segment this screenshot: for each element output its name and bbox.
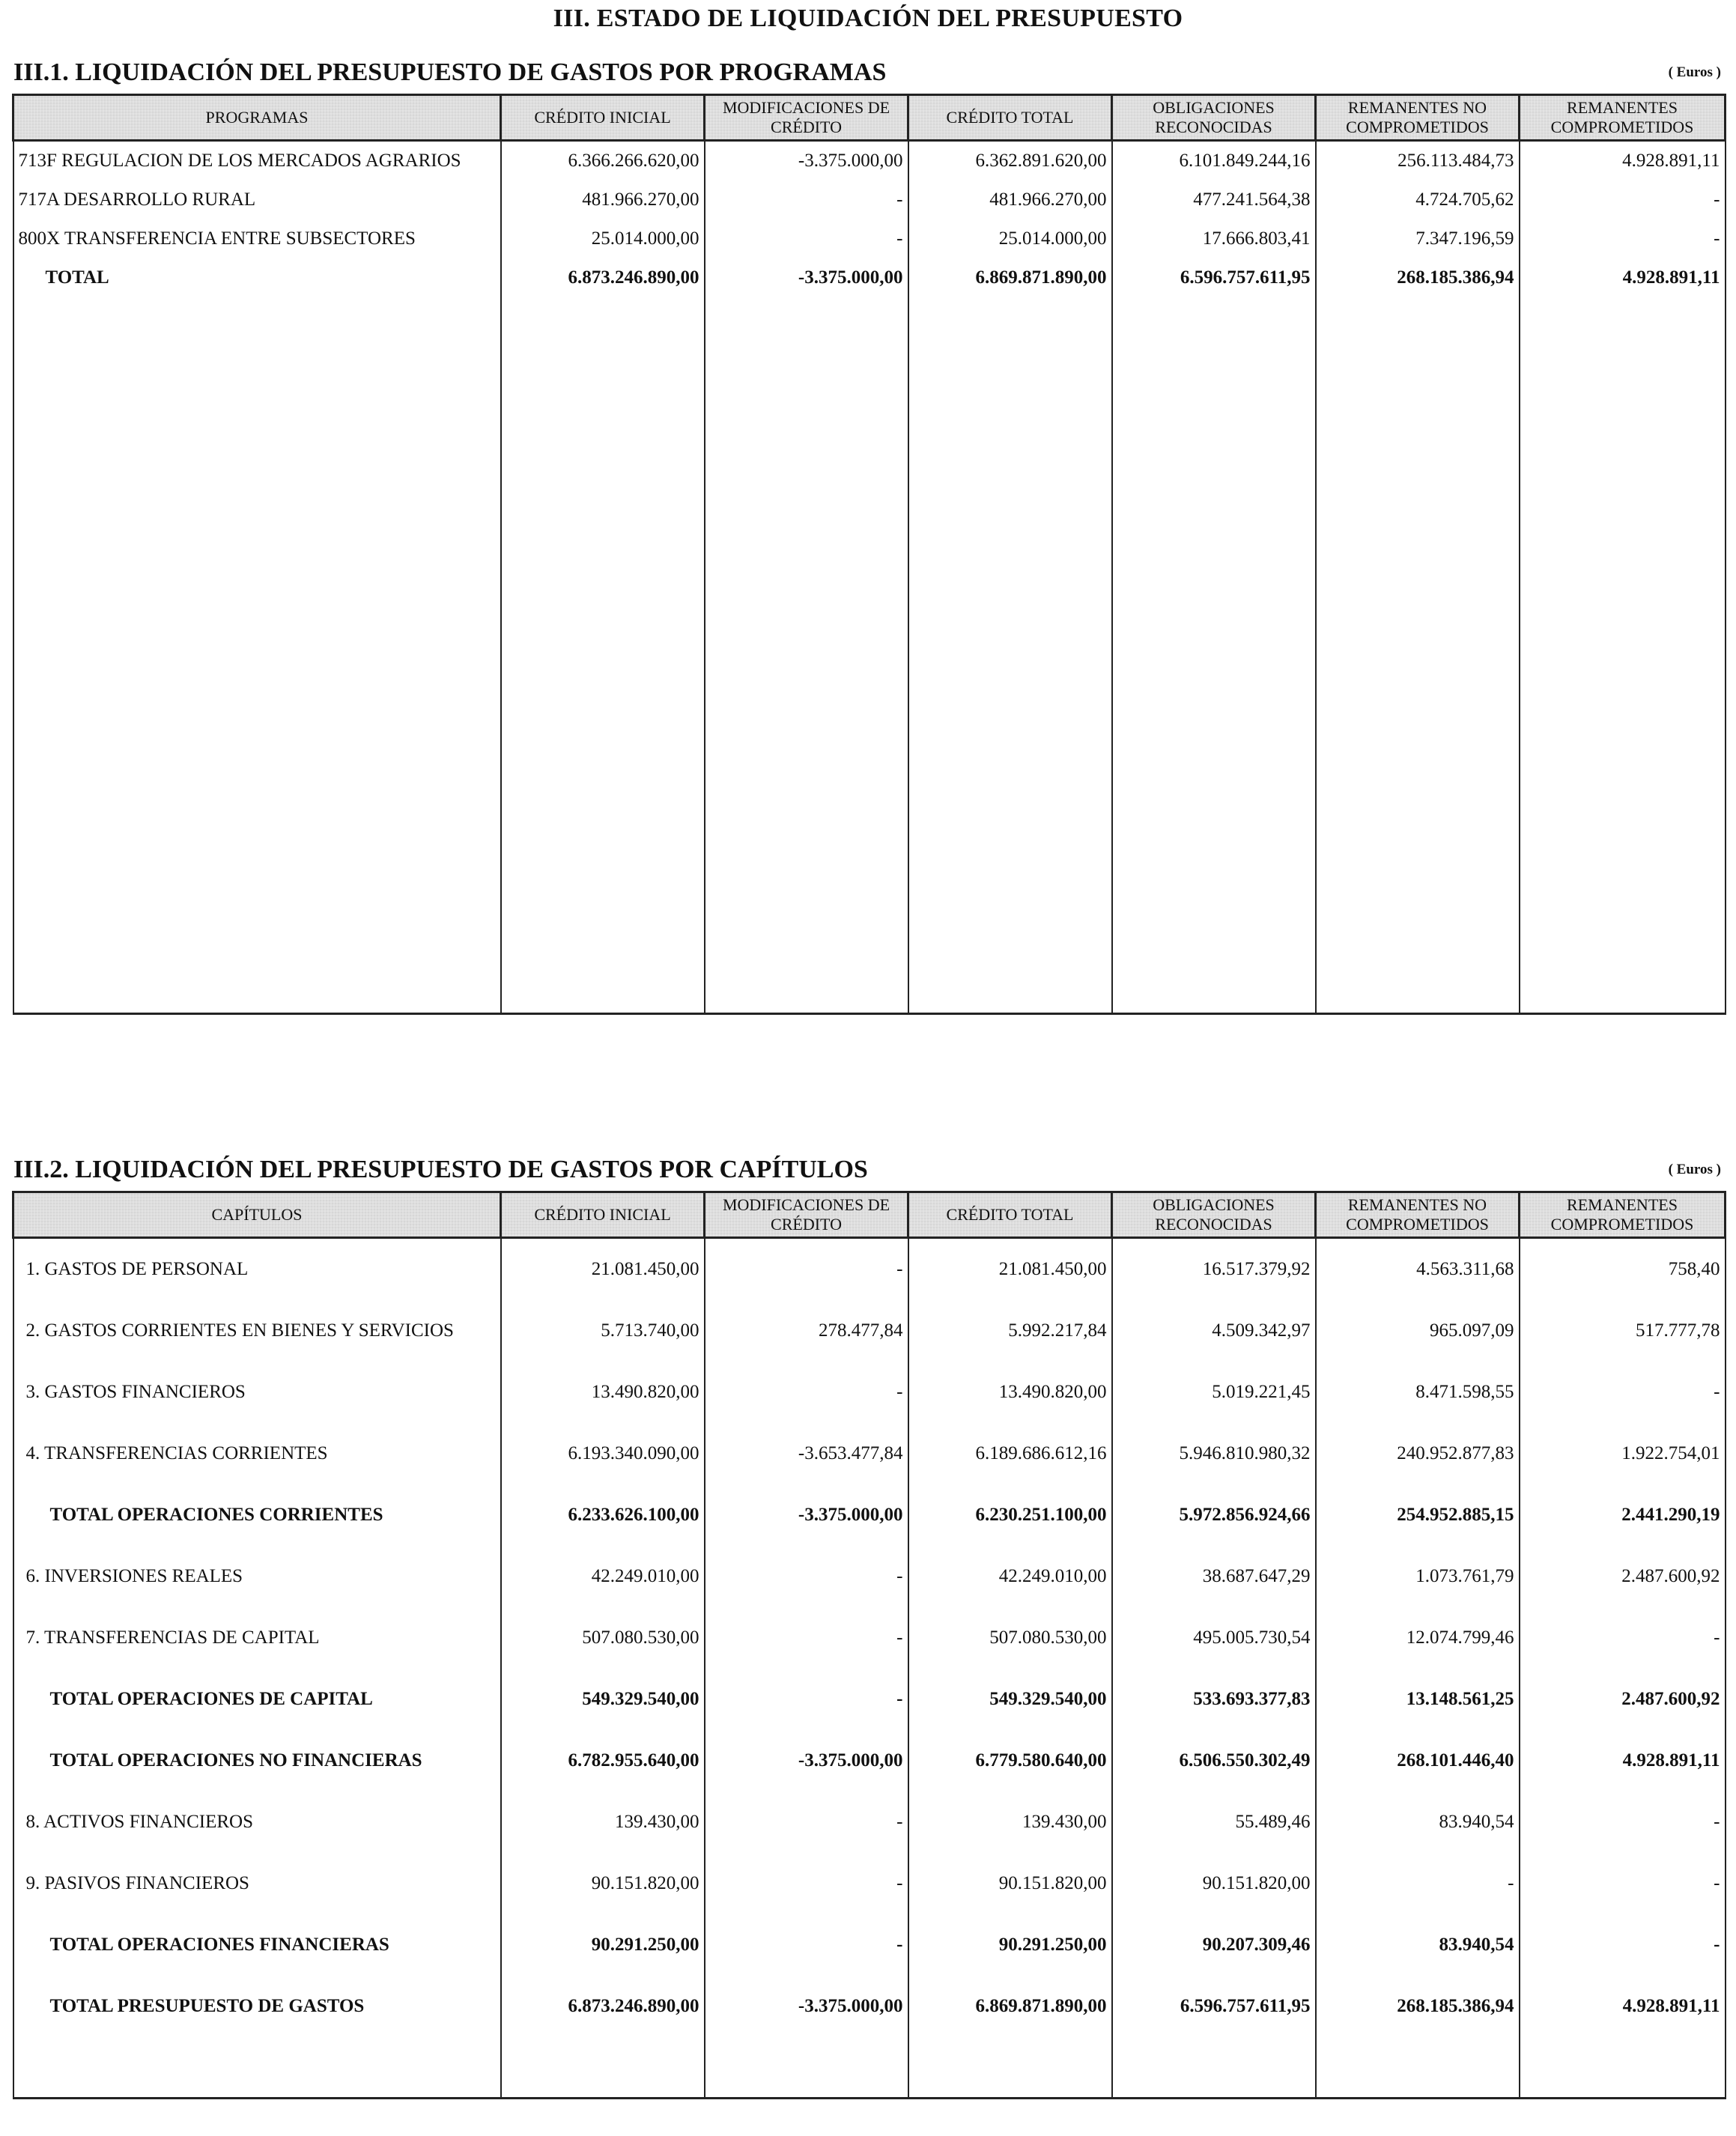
cell-value: 240.952.877,83 xyxy=(1316,1423,1520,1484)
cell-value: 481.966.270,00 xyxy=(501,180,705,219)
cell-value: 139.430,00 xyxy=(501,1791,705,1853)
cell-value: - xyxy=(1520,1853,1726,1914)
cell-value: 83.940,54 xyxy=(1316,1914,1520,1976)
cell-value: 13.490.820,00 xyxy=(501,1362,705,1423)
cell-value: 4.563.311,68 xyxy=(1316,1238,1520,1301)
row-label: 717A DESARROLLO RURAL xyxy=(13,180,501,219)
cell-value: 83.940,54 xyxy=(1316,1791,1520,1853)
empty-space xyxy=(13,297,1726,1014)
row-label: 713F REGULACION DE LOS MERCADOS AGRARIOS xyxy=(13,141,501,181)
cell-value: 2.487.600,92 xyxy=(1520,1546,1726,1607)
cell-value: 25.014.000,00 xyxy=(501,219,705,258)
cell-value: 254.952.885,15 xyxy=(1316,1484,1520,1546)
cell-value: -3.375.000,00 xyxy=(705,1976,908,2037)
page-title: III. ESTADO DE LIQUIDACIÓN DEL PRESUPUESTO xyxy=(553,4,1183,32)
section1-units: ( Euros ) xyxy=(1668,64,1721,80)
table-row xyxy=(13,180,1726,219)
header-programas: PROGRAMAS xyxy=(13,95,501,141)
cell-value: 90.291.250,00 xyxy=(908,1914,1112,1976)
row-label: TOTAL OPERACIONES DE CAPITAL xyxy=(13,1669,501,1730)
section1-title: III.1. LIQUIDACIÓN DEL PRESUPUESTO DE GASTOS POR PROGRAMAS xyxy=(13,58,887,86)
cell-value: 6.782.955.640,00 xyxy=(501,1730,705,1791)
cell-value: 6.873.246.890,00 xyxy=(501,258,705,297)
cell-value: 5.713.740,00 xyxy=(501,1300,705,1362)
subtotal-row xyxy=(13,1730,1726,1791)
cell-value: - xyxy=(705,1914,908,1976)
cell-value: - xyxy=(705,1791,908,1853)
cell-value: 6.362.891.620,00 xyxy=(908,141,1112,181)
cell-value: 965.097,09 xyxy=(1316,1300,1520,1362)
header-capitulos: CAPÍTULOS xyxy=(13,1192,501,1238)
cell-value: - xyxy=(1520,1791,1726,1853)
cell-value: 758,40 xyxy=(1520,1238,1726,1301)
table-header-row xyxy=(13,95,1726,141)
table-row xyxy=(13,1607,1726,1669)
cell-value: 1.922.754,01 xyxy=(1520,1423,1726,1484)
cell-value: 268.185.386,94 xyxy=(1316,1976,1520,2037)
cell-value: 6.873.246.890,00 xyxy=(501,1976,705,2037)
cell-value: 6.506.550.302,49 xyxy=(1112,1730,1316,1791)
row-label: 6. INVERSIONES REALES xyxy=(13,1546,501,1607)
cell-value: 4.928.891,11 xyxy=(1520,141,1726,181)
cell-value: - xyxy=(1520,219,1726,258)
row-label: 800X TRANSFERENCIA ENTRE SUBSECTORES xyxy=(13,219,501,258)
total-row xyxy=(13,1976,1726,2037)
cell-value: - xyxy=(1520,1914,1726,1976)
cell-value: 17.666.803,41 xyxy=(1112,219,1316,258)
cell-value: -3.375.000,00 xyxy=(705,141,908,181)
header-modificaciones: MODIFICACIONES DE CRÉDITO xyxy=(705,95,908,141)
subtotal-row xyxy=(13,1484,1726,1546)
header-credito-total: CRÉDITO TOTAL xyxy=(908,1192,1112,1238)
cell-value: - xyxy=(705,1853,908,1914)
total-row xyxy=(13,258,1726,297)
table-row xyxy=(13,1362,1726,1423)
cell-value: 90.151.820,00 xyxy=(501,1853,705,1914)
cell-value: 4.928.891,11 xyxy=(1520,258,1726,297)
table-row xyxy=(13,1853,1726,1914)
cell-value: 6.869.871.890,00 xyxy=(908,258,1112,297)
programas-table xyxy=(12,94,1726,1015)
cell-value: 90.207.309,46 xyxy=(1112,1914,1316,1976)
cell-value: 507.080.530,00 xyxy=(908,1607,1112,1669)
cell-value: -3.375.000,00 xyxy=(705,1730,908,1791)
cell-value: -3.375.000,00 xyxy=(705,1484,908,1546)
cell-value: 38.687.647,29 xyxy=(1112,1546,1316,1607)
row-label: TOTAL PRESUPUESTO DE GASTOS xyxy=(13,1976,501,2037)
table-row xyxy=(13,1300,1726,1362)
cell-value: 21.081.450,00 xyxy=(501,1238,705,1301)
header-credito-total: CRÉDITO TOTAL xyxy=(908,95,1112,141)
cell-value: 5.972.856.924,66 xyxy=(1112,1484,1316,1546)
cell-value: - xyxy=(1520,1362,1726,1423)
cell-value: 42.249.010,00 xyxy=(501,1546,705,1607)
cell-value: 42.249.010,00 xyxy=(908,1546,1112,1607)
header-modificaciones: MODIFICACIONES DE CRÉDITO xyxy=(705,1192,908,1238)
empty-space xyxy=(13,2037,1726,2099)
cell-value: - xyxy=(705,1607,908,1669)
cell-value: 8.471.598,55 xyxy=(1316,1362,1520,1423)
cell-value: 7.347.196,59 xyxy=(1316,219,1520,258)
row-label: 1. GASTOS DE PERSONAL xyxy=(13,1238,501,1301)
cell-value: 2.487.600,92 xyxy=(1520,1669,1726,1730)
header-remanentes-no-comprometidos: REMANENTES NO COMPROMETIDOS xyxy=(1316,1192,1520,1238)
cell-value: 4.928.891,11 xyxy=(1520,1730,1726,1791)
cell-value: 55.489,46 xyxy=(1112,1791,1316,1853)
cell-value: 6.189.686.612,16 xyxy=(908,1423,1112,1484)
table-row xyxy=(13,1238,1726,1301)
cell-value: 256.113.484,73 xyxy=(1316,141,1520,181)
table-row xyxy=(13,1791,1726,1853)
cell-value: 6.193.340.090,00 xyxy=(501,1423,705,1484)
cell-value: 477.241.564,38 xyxy=(1112,180,1316,219)
cell-value: 13.148.561,25 xyxy=(1316,1669,1520,1730)
cell-value: 16.517.379,92 xyxy=(1112,1238,1316,1301)
cell-value: 90.291.250,00 xyxy=(501,1914,705,1976)
cell-value: - xyxy=(1520,1607,1726,1669)
cell-value: 25.014.000,00 xyxy=(908,219,1112,258)
cell-value: - xyxy=(705,180,908,219)
cell-value: 507.080.530,00 xyxy=(501,1607,705,1669)
row-label: 8. ACTIVOS FINANCIEROS xyxy=(13,1791,501,1853)
subtotal-row xyxy=(13,1669,1726,1730)
cell-value: 268.101.446,40 xyxy=(1316,1730,1520,1791)
cell-value: 13.490.820,00 xyxy=(908,1362,1112,1423)
capitulos-table xyxy=(12,1191,1726,2099)
table-row xyxy=(13,219,1726,258)
section2-units: ( Euros ) xyxy=(1668,1162,1721,1177)
cell-value: 5.946.810.980,32 xyxy=(1112,1423,1316,1484)
cell-value: 5.019.221,45 xyxy=(1112,1362,1316,1423)
row-label: 2. GASTOS CORRIENTES EN BIENES Y SERVICIOS xyxy=(13,1300,501,1362)
cell-value: 2.441.290,19 xyxy=(1520,1484,1726,1546)
cell-value: 1.073.761,79 xyxy=(1316,1546,1520,1607)
header-credito-inicial: CRÉDITO INICIAL xyxy=(501,1192,705,1238)
cell-value: 21.081.450,00 xyxy=(908,1238,1112,1301)
cell-value: 6.233.626.100,00 xyxy=(501,1484,705,1546)
cell-value: - xyxy=(705,219,908,258)
cell-value: 495.005.730,54 xyxy=(1112,1607,1316,1669)
row-label: 4. TRANSFERENCIAS CORRIENTES xyxy=(13,1423,501,1484)
cell-value: 90.151.820,00 xyxy=(908,1853,1112,1914)
table-row xyxy=(13,1546,1726,1607)
row-label: 3. GASTOS FINANCIEROS xyxy=(13,1362,501,1423)
header-remanentes-comprometidos: REMANENTES COMPROMETIDOS xyxy=(1520,95,1726,141)
subtotal-row xyxy=(13,1914,1726,1976)
row-label: TOTAL OPERACIONES NO FINANCIERAS xyxy=(13,1730,501,1791)
cell-value: 4.509.342,97 xyxy=(1112,1300,1316,1362)
cell-value: 549.329.540,00 xyxy=(908,1669,1112,1730)
cell-value: 4.928.891,11 xyxy=(1520,1976,1726,2037)
cell-value: 268.185.386,94 xyxy=(1316,258,1520,297)
cell-value: 6.596.757.611,95 xyxy=(1112,258,1316,297)
row-label: 7. TRANSFERENCIAS DE CAPITAL xyxy=(13,1607,501,1669)
cell-value: 139.430,00 xyxy=(908,1791,1112,1853)
cell-value: - xyxy=(1520,180,1726,219)
cell-value: 549.329.540,00 xyxy=(501,1669,705,1730)
cell-value: 517.777,78 xyxy=(1520,1300,1726,1362)
cell-value: - xyxy=(705,1362,908,1423)
cell-value: -3.375.000,00 xyxy=(705,258,908,297)
row-label: TOTAL OPERACIONES CORRIENTES xyxy=(13,1484,501,1546)
cell-value: - xyxy=(705,1669,908,1730)
cell-value: 90.151.820,00 xyxy=(1112,1853,1316,1914)
cell-value: 6.596.757.611,95 xyxy=(1112,1976,1316,2037)
cell-value: 4.724.705,62 xyxy=(1316,180,1520,219)
row-label: 9. PASIVOS FINANCIEROS xyxy=(13,1853,501,1914)
cell-value: 6.230.251.100,00 xyxy=(908,1484,1112,1546)
cell-value: 12.074.799,46 xyxy=(1316,1607,1520,1669)
cell-value: -3.653.477,84 xyxy=(705,1423,908,1484)
cell-value: - xyxy=(705,1546,908,1607)
table-row xyxy=(13,1423,1726,1484)
header-obligaciones: OBLIGACIONES RECONOCIDAS xyxy=(1112,95,1316,141)
cell-value: 6.779.580.640,00 xyxy=(908,1730,1112,1791)
cell-value: 278.477,84 xyxy=(705,1300,908,1362)
table-header-row xyxy=(13,1192,1726,1238)
table-row xyxy=(13,141,1726,181)
cell-value: 6.101.849.244,16 xyxy=(1112,141,1316,181)
header-remanentes-no-comprometidos: REMANENTES NO COMPROMETIDOS xyxy=(1316,95,1520,141)
cell-value: 481.966.270,00 xyxy=(908,180,1112,219)
row-label: TOTAL OPERACIONES FINANCIERAS xyxy=(13,1914,501,1976)
section2-title: III.2. LIQUIDACIÓN DEL PRESUPUESTO DE GASTOS POR CAPÍTULOS xyxy=(13,1156,868,1183)
cell-value: 533.693.377,83 xyxy=(1112,1669,1316,1730)
header-obligaciones: OBLIGACIONES RECONOCIDAS xyxy=(1112,1192,1316,1238)
header-remanentes-comprometidos: REMANENTES COMPROMETIDOS xyxy=(1520,1192,1726,1238)
cell-value: - xyxy=(705,1238,908,1301)
cell-value: - xyxy=(1316,1853,1520,1914)
header-credito-inicial: CRÉDITO INICIAL xyxy=(501,95,705,141)
row-label: TOTAL xyxy=(13,258,501,297)
cell-value: 6.869.871.890,00 xyxy=(908,1976,1112,2037)
cell-value: 5.992.217,84 xyxy=(908,1300,1112,1362)
cell-value: 6.366.266.620,00 xyxy=(501,141,705,181)
